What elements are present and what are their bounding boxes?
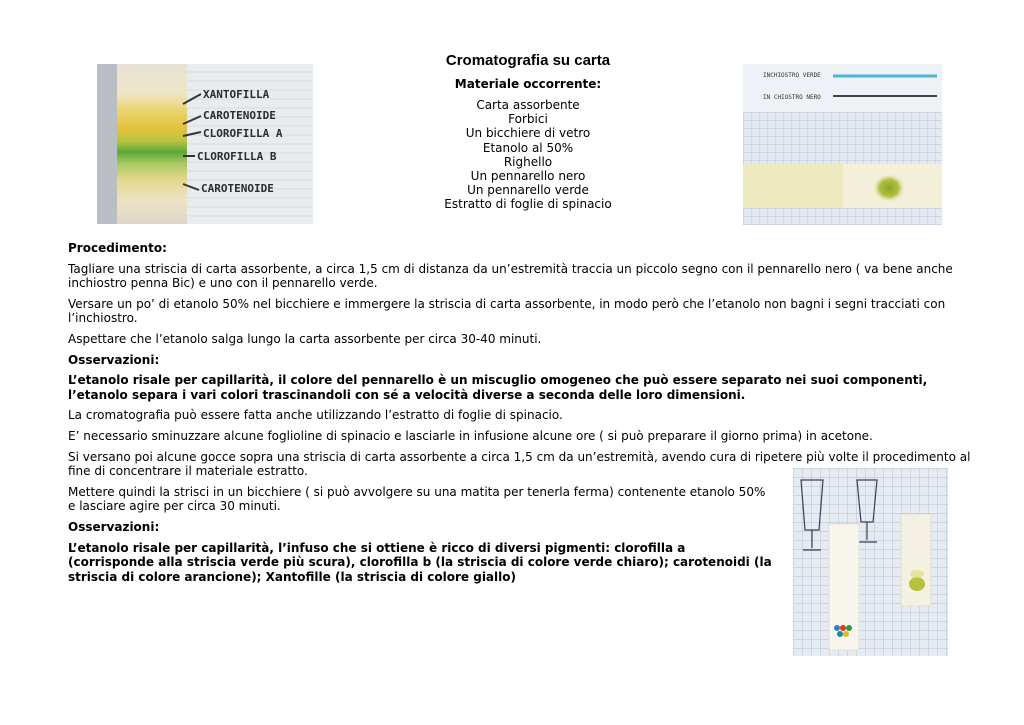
materials-item: Forbici [508,112,548,127]
observations-heading-1: Osservazioni: [68,352,160,367]
observations-heading-2: Osservazioni: [68,519,160,534]
materials-item: Estratto di foglie di spinacio [444,197,612,212]
photo-label-inchiostro-verde: INCHIOSTRO VERDE [763,72,821,79]
spinach-paragraph-3: Si versano poi alcune gocce sopra una striscia di carta assorbente a circa 1,5 cm da un’estremità, avendo cura di ripetere più volte il procedimento al fine di concentrare il materiale estratto. [68,449,971,479]
document-body [68,241,978,590]
chromatography-strip-photo [97,64,313,224]
materials-item: Etanolo al 50% [482,140,574,155]
observations-paragraph-2: L’etanolo risale per capillarità, l’infuso che si ottiene è ricco di diversi pigmenti: clorofilla a (corrisponde alla striscia verde più scura), clorofilla b (la striscia di colore verde chiaro); carotenoidi (la striscia di colore arancione); Xantofille (la striscia di colore giallo) [68,540,772,584]
photo-label-inchiostro-nero: IN CHIOSTRO NERO [763,94,821,101]
grid-strip-illustration [743,64,942,225]
materials-list [380,98,676,212]
spinach-paragraph-2: E’ necessario sminuzzare alcune foglioline di spinacio e lasciarle in infusione alcune ore ( si può preparare il giorno prima) in acetone. [68,428,873,443]
photo-label-clorofilla-b: CLOROFILLA B [197,150,277,163]
photo-label-clorofilla-a: CLOROFILLA A [203,127,283,140]
ink-chromatography-photo [743,64,942,225]
spinach-paragraph-1: La cromatografia può essere fatta anche utilizzando l’estratto di foglie di spinacio. [68,408,563,423]
materials-heading: Materiale occorrente: [454,77,602,91]
observations-paragraph-1: L’etanolo risale per capillarità, il colore del pennarello è un miscuglio omogeneo che può essere separato nei suoi componenti, l’etanolo separa i vari colori trascinandoli con sé a velocità diverse a seconda delle loro dimensioni. [68,373,928,402]
materials-item: Un pennarello nero [470,169,586,184]
photo-label-carotenoide: CAROTENOIDE [203,109,276,122]
materials-item: Righello [503,154,553,169]
materials-item: Carta assorbente [476,98,580,112]
materials-item: Un bicchiere di vetro [465,126,591,141]
procedure-paragraph-3: Aspettare che l’etanolo salga lungo la carta assorbente per circa 30-40 minuti. [68,331,542,346]
spinach-paragraph-4: Mettere quindi la strisci in un bicchiere ( si può avvolgere su una matita per tenerla ferma) contenente etanolo 50% e lasciare agire per circa 30 minuti. [68,484,766,514]
photo-label-carotenoide-2: CAROTENOIDE [201,182,274,195]
strip-labels-illustration [97,64,313,224]
photo-label-xantofilla: XANTOFILLA [203,88,270,101]
procedure-paragraph-2: Versare un po’ di etanolo 50% nel bicchiere e immergere la striscia di carta assorbente, in modo però che l’etanolo non bagni i segni tracciati con l’inchiostro. [68,296,946,326]
document-header [380,52,676,212]
page-title: Cromatografia su carta [445,52,611,69]
procedure-paragraph-1: Tagliare una striscia di carta assorbente, a circa 1,5 cm di distanza da un’estremità traccia un piccolo segno con il pennarello nero ( va bene anche inchiostro penna Bic) e uno con il pennarello verde. [68,261,953,291]
materials-item: Un pennarello verde [467,183,589,198]
procedure-heading: Procedimento: [68,241,167,255]
